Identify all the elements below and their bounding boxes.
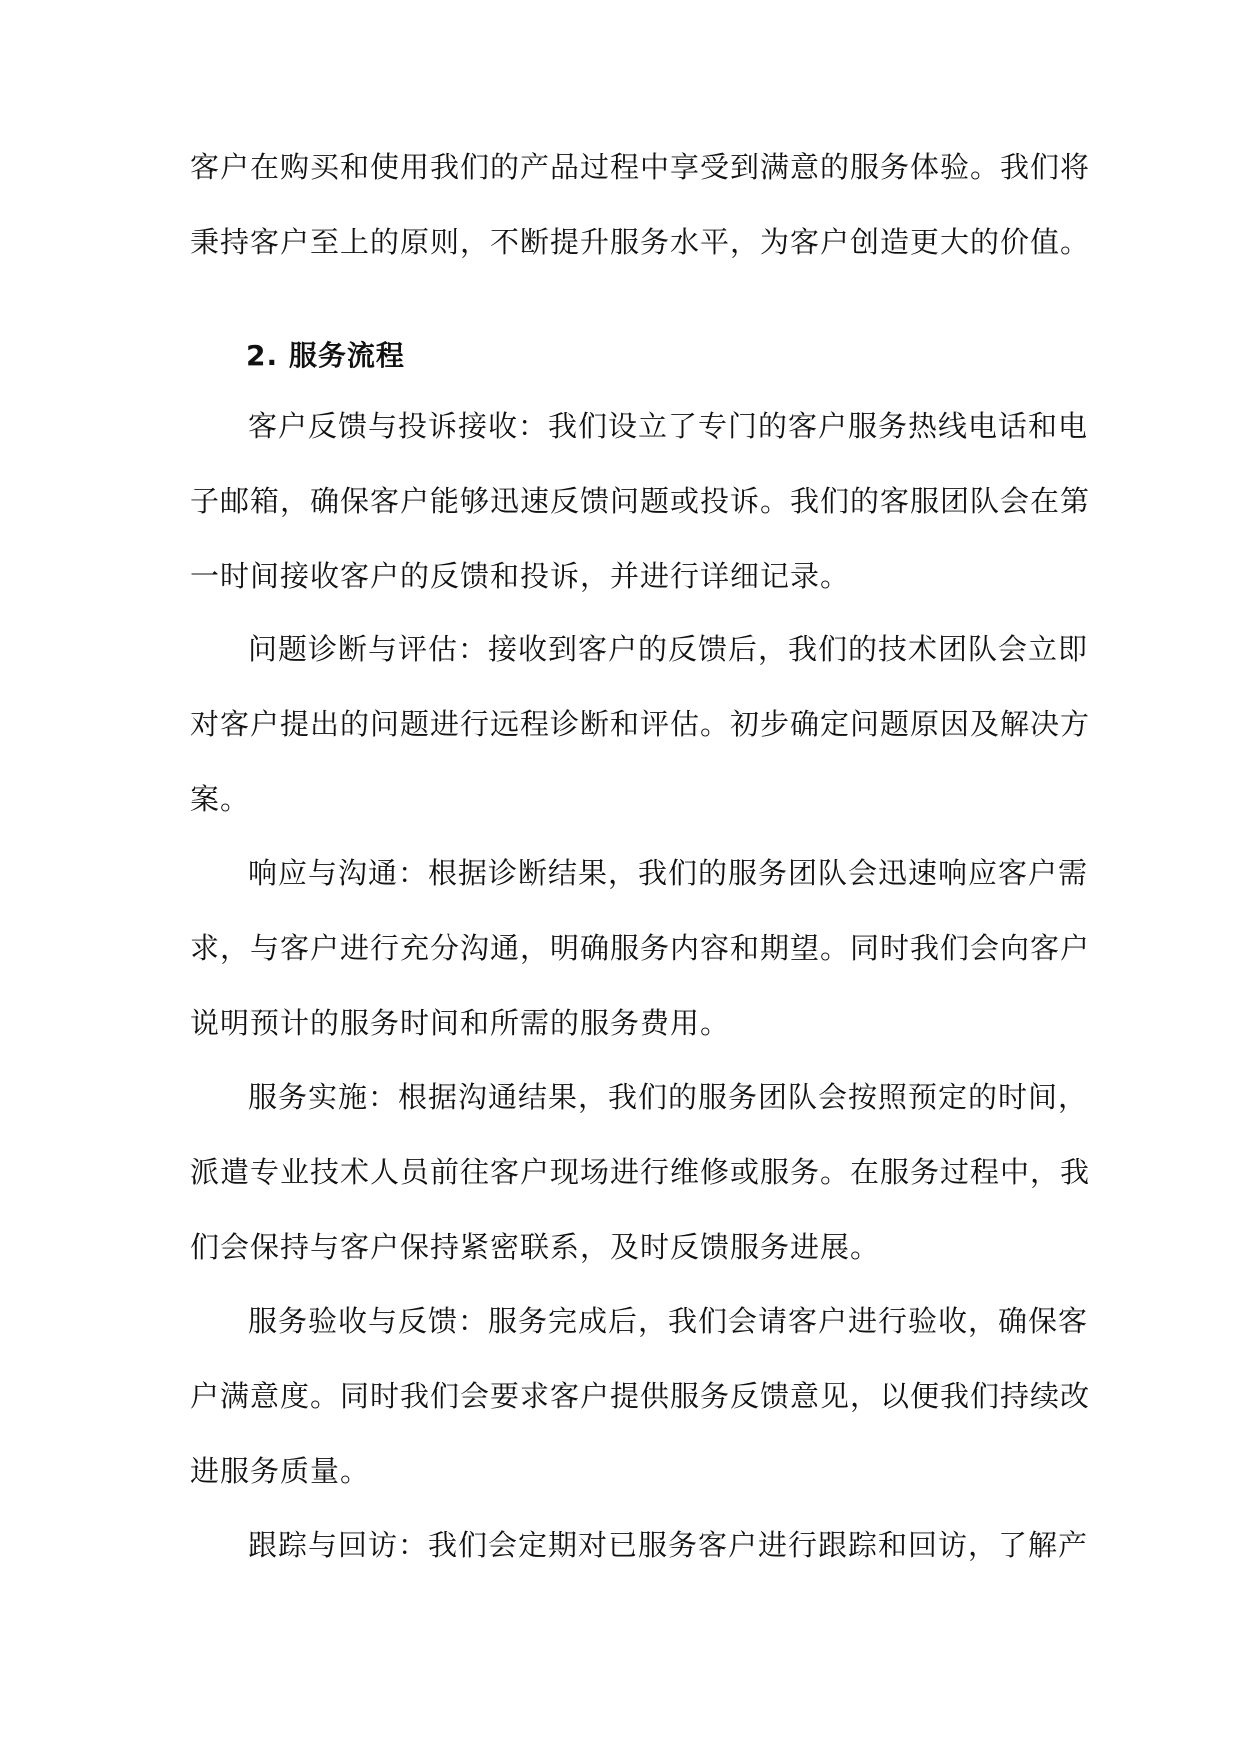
paragraph-line: 说明预计的服务时间和所需的服务费用。 — [190, 1006, 731, 1040]
intro-line-2: 秉持客户至上的原则，不断提升服务水平，为客户创造更大的价值。 — [190, 225, 1091, 259]
paragraph-line: 服务验收与反馈：服务完成后，我们会请客户进行验收，确保客 — [248, 1304, 1089, 1338]
paragraph-line: 一时间接收客户的反馈和投诉，并进行详细记录。 — [190, 559, 851, 593]
paragraph-line: 求，与客户进行充分沟通，明确服务内容和期望。同时我们会向客户 — [190, 931, 1091, 965]
paragraph-line: 派遣专业技术人员前往客户现场进行维修或服务。在服务过程中，我 — [190, 1155, 1091, 1189]
paragraph-line: 们会保持与客户保持紧密联系，及时反馈服务进展。 — [190, 1230, 881, 1264]
section-heading: 2. 服务流程 — [246, 339, 405, 372]
paragraph-response — [190, 854, 1090, 1043]
paragraph-line: 子邮箱，确保客户能够迅速反馈问题或投诉。我们的客服团队会在第 — [190, 484, 1091, 518]
paragraph-line: 问题诊断与评估：接收到客户的反馈后，我们的技术团队会立即 — [248, 632, 1089, 666]
paragraph-line: 户满意度。同时我们会要求客户提供服务反馈意见，以便我们持续改 — [190, 1379, 1091, 1413]
paragraph-line: 响应与沟通：根据诊断结果，我们的服务团队会迅速响应客户需 — [248, 856, 1089, 890]
paragraph-line: 客户反馈与投诉接收：我们设立了专门的客户服务热线电话和电 — [248, 409, 1089, 443]
paragraph-line: 案。 — [190, 782, 251, 816]
paragraph-line: 对客户提出的问题进行远程诊断和评估。初步确定问题原因及解决方 — [190, 707, 1091, 741]
paragraph-implementation — [190, 1078, 1090, 1267]
intro-line-1: 客户在购买和使用我们的产品过程中享受到满意的服务体验。我们将 — [190, 150, 1091, 184]
paragraph-feedback-intake — [190, 407, 1090, 596]
paragraph-line: 进服务质量。 — [190, 1454, 371, 1488]
paragraph-line: 服务实施：根据沟通结果，我们的服务团队会按照预定的时间， — [248, 1080, 1089, 1114]
paragraph-follow-up — [190, 1526, 1088, 1565]
paragraph-diagnosis — [190, 630, 1090, 819]
paragraph-line: 跟踪与回访：我们会定期对已服务客户进行跟踪和回访，了解产 — [248, 1528, 1089, 1562]
paragraph-acceptance — [190, 1302, 1090, 1491]
